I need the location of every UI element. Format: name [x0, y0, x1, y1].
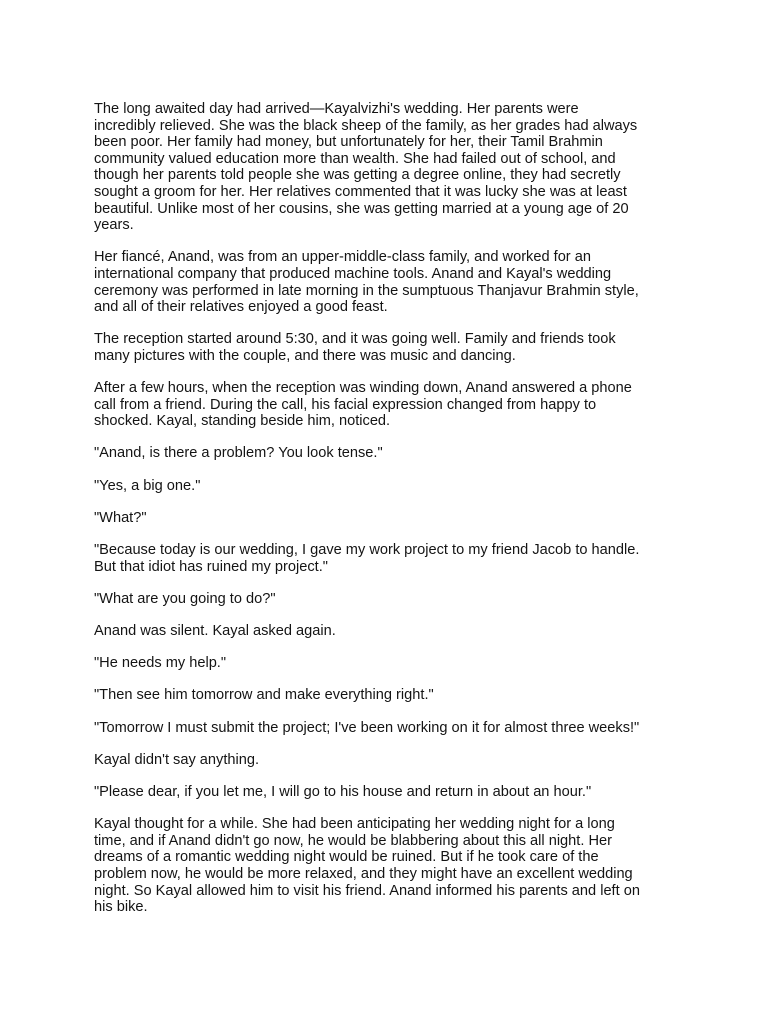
paragraph-4: After a few hours, when the reception was winding down, Anand answered a phone call from a friend. During the call, his facial expression changed from happy to shocked. Kayal, standing beside him, noticed.	[94, 380, 632, 430]
paragraph-11: "He needs my help."	[94, 655, 227, 672]
paragraph-2: Her fiancé, Anand, was from an upper-middle-class family, and worked for an international company that produced machine tools. Anand and Kayal's wedding ceremony was performed in late morning in the sumptuous Thanjavur Brahmin style, and all of their relatives enjoyed a good feast.	[94, 249, 639, 316]
paragraph-15: "Please dear, if you let me, I will go to his house and return in about an hour."	[94, 783, 592, 800]
paragraph-7: "What?"	[94, 509, 147, 526]
paragraph-13: "Tomorrow I must submit the project; I've been working on it for almost three weeks!"	[94, 719, 640, 736]
paragraph-16: Kayal thought for a while. She had been anticipating her wedding night for a long time, and if Anand didn't go now, he would be blabbering about this all night. Her dreams of a romantic wedding night would be ruined. But if he took care of the problem now, he would be more relaxed, and they might have an excellent wedding night. So Kayal allowed him to visit his friend. Anand informed his parents and left on his bike.	[94, 816, 640, 916]
paragraph-14: Kayal didn't say anything.	[94, 751, 260, 768]
paragraph-9: "What are you going to do?"	[94, 590, 276, 607]
paragraph-1: The long awaited day had arrived—Kayalvizhi's wedding. Her parents were incredibly relieved. She was the black sheep of the family, as her grades had always been poor. Her family had money, but unfortunately for her, their Tamil Brahmin community valued education more than wealth. She had failed out of school, and though her parents told people she was getting a degree online, they had secretly sought a groom for her. Her relatives commented that it was lucky she was at least beautiful. Unlike most of her cousins, she was getting married at a young age of 20 years.	[94, 101, 638, 234]
paragraph-12: "Then see him tomorrow and make everything right."	[94, 687, 434, 704]
paragraph-6: "Yes, a big one."	[94, 477, 201, 494]
paragraph-10: Anand was silent. Kayal asked again.	[94, 623, 336, 639]
document-page	[94, 101, 694, 931]
paragraph-5: "Anand, is there a problem? You look tense."	[94, 445, 383, 462]
paragraph-3: The reception started around 5:30, and it was going well. Family and friends took many pictures with the couple, and there was music and dancing.	[94, 331, 616, 364]
paragraph-8: "Because today is our wedding, I gave my work project to my friend Jacob to handle. But that idiot has ruined my project."	[94, 542, 640, 575]
